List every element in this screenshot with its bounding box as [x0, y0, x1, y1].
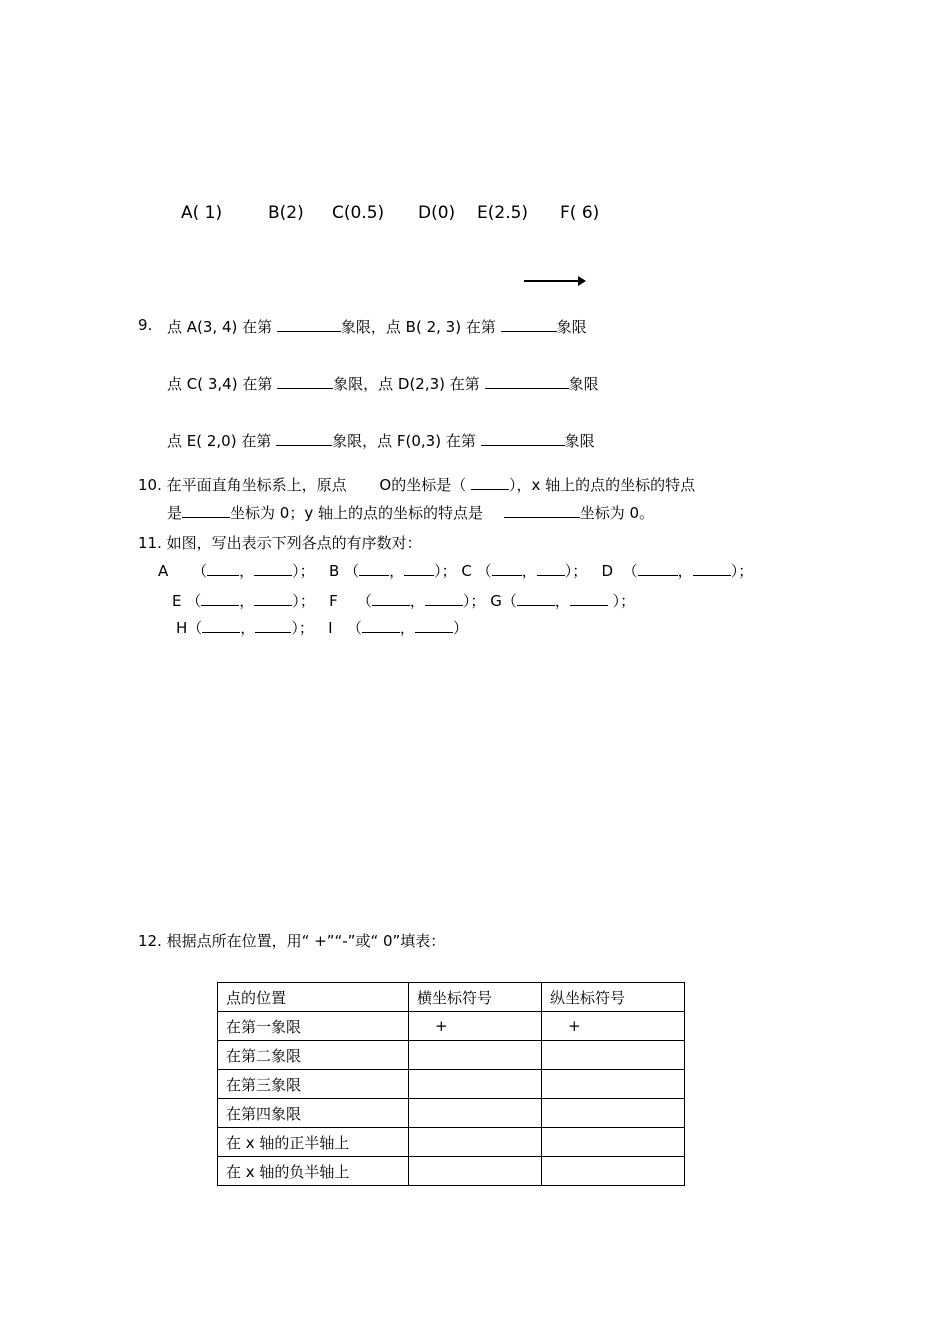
- q11-label-e: E: [172, 592, 182, 610]
- paren: （: [346, 619, 362, 637]
- q10-text-c: ），x 轴上的点的坐标的特点: [509, 476, 696, 494]
- q11-label-i: I: [328, 619, 333, 637]
- paren: ）: [452, 619, 468, 637]
- paren: （: [622, 562, 638, 580]
- blank[interactable]: [485, 374, 569, 389]
- table-cell[interactable]: [542, 1099, 685, 1128]
- table-row: [218, 1070, 685, 1099]
- blank[interactable]: [425, 591, 463, 606]
- paren: （: [476, 562, 492, 580]
- q9-line-3: [167, 430, 595, 451]
- q9-line-2: [167, 373, 599, 394]
- table-cell: 在 x 轴的正半轴上: [218, 1128, 409, 1157]
- q11-title: 11. 如图，写出表示下列各点的有序数对：: [138, 534, 422, 552]
- blank[interactable]: [362, 618, 400, 633]
- q9-number: 9.: [138, 316, 153, 334]
- q9-l3-text-b: 象限，点 F(0,3) 在第: [332, 432, 476, 450]
- semi: ；: [620, 592, 636, 610]
- point-a-label: A( 1): [181, 203, 223, 223]
- q9-l2-text-b: 象限，点 D(2,3) 在第: [333, 375, 480, 393]
- blank[interactable]: [504, 503, 580, 518]
- q9-l1-text-b: 象限，点 B( 2, 3) 在第: [340, 318, 496, 336]
- comma: ，: [239, 592, 255, 610]
- paren: ）: [291, 619, 299, 637]
- arrow-right-icon: [524, 280, 584, 282]
- table-header: 点的位置: [218, 983, 409, 1012]
- blank[interactable]: [570, 591, 608, 606]
- comma: ，: [521, 562, 537, 580]
- q10-text-f: 坐标为 0。: [579, 504, 655, 522]
- blank[interactable]: [255, 618, 291, 633]
- q9-l1-text-a: 点 A(3, 4) 在第: [167, 318, 273, 336]
- table-row: [218, 1099, 685, 1128]
- semi: ；: [441, 562, 457, 580]
- table-cell: 在 x 轴的负半轴上: [218, 1157, 409, 1186]
- blank[interactable]: [254, 561, 292, 576]
- q11-label-f: F: [329, 592, 338, 610]
- blank[interactable]: [277, 317, 341, 332]
- paren: （: [356, 592, 372, 610]
- table-cell: 在第三象限: [218, 1070, 409, 1099]
- blank[interactable]: [537, 561, 565, 576]
- comma: ，: [240, 619, 256, 637]
- paren: （: [344, 562, 360, 580]
- table-cell[interactable]: [542, 1041, 685, 1070]
- table-row: [218, 1128, 685, 1157]
- blank[interactable]: [638, 561, 678, 576]
- q11-row-3: [176, 617, 468, 638]
- q10-text-a: 10. 在平面直角坐标系上，原点: [138, 476, 347, 494]
- q10-line-2: [167, 502, 654, 523]
- table-row: [218, 1041, 685, 1070]
- point-d-label: D(0): [418, 203, 456, 223]
- q11-row-1: [158, 560, 753, 581]
- point-e-label: E(2.5): [477, 203, 529, 223]
- blank[interactable]: [481, 431, 565, 446]
- blank[interactable]: [202, 618, 240, 633]
- paren: ）: [564, 562, 573, 580]
- table-cell[interactable]: [409, 1041, 542, 1070]
- paren: ）: [434, 562, 442, 580]
- table-cell[interactable]: +: [542, 1012, 685, 1041]
- table-row: [218, 1157, 685, 1186]
- table-cell: 在第二象限: [218, 1041, 409, 1070]
- semi: ；: [298, 619, 314, 637]
- blank[interactable]: [182, 503, 230, 518]
- blank[interactable]: [415, 618, 453, 633]
- table-cell: 在第一象限: [218, 1012, 409, 1041]
- q11-label-h: H: [176, 619, 188, 637]
- semi: ；: [299, 592, 315, 610]
- blank[interactable]: [276, 431, 332, 446]
- paren: ）: [292, 562, 300, 580]
- q11-label-b: B: [328, 562, 340, 580]
- comma: ，: [677, 562, 693, 580]
- table-cell[interactable]: [409, 1099, 542, 1128]
- table-cell: 在第四象限: [218, 1099, 409, 1128]
- blank[interactable]: [359, 561, 389, 576]
- comma: ，: [239, 562, 255, 580]
- table-header: 纵坐标符号: [542, 983, 685, 1012]
- blank[interactable]: [207, 561, 239, 576]
- blank[interactable]: [517, 591, 555, 606]
- semi: ；: [572, 562, 588, 580]
- q11-label-g: G: [490, 592, 502, 610]
- q11-label-c: C: [461, 562, 472, 580]
- table-header-row: [218, 983, 685, 1012]
- semi: ；: [299, 562, 315, 580]
- paren: （: [186, 592, 202, 610]
- paren: （: [192, 562, 208, 580]
- q9-l3-text-a: 点 E( 2,0) 在第: [167, 432, 272, 450]
- point-f-label: F( 6): [560, 203, 600, 223]
- blank[interactable]: [404, 561, 434, 576]
- blank[interactable]: [693, 561, 731, 576]
- semi: ；: [470, 592, 486, 610]
- table-cell[interactable]: +: [409, 1012, 542, 1041]
- table-cell[interactable]: [409, 1070, 542, 1099]
- paren: （: [501, 592, 517, 610]
- q9-l2-text-c: 象限: [568, 375, 599, 393]
- table-row: [218, 1012, 685, 1041]
- blank[interactable]: [277, 374, 333, 389]
- q11-row-2: [172, 590, 635, 611]
- comma: ，: [554, 592, 570, 610]
- table-cell[interactable]: [542, 1070, 685, 1099]
- q9-line-1: [167, 316, 587, 337]
- semi: ；: [738, 562, 754, 580]
- blank[interactable]: [471, 475, 509, 490]
- comma: ，: [399, 619, 415, 637]
- comma: ，: [389, 562, 405, 580]
- sign-table: [217, 982, 685, 1186]
- q12-title: 12. 根据点所在位置，用“ +”“-”或“ 0”填表：: [138, 932, 446, 950]
- blank[interactable]: [201, 591, 239, 606]
- paren: ）: [292, 592, 300, 610]
- blank[interactable]: [501, 317, 557, 332]
- point-b-label: B(2): [268, 203, 304, 223]
- q9-l2-text-a: 点 C( 3,4) 在第: [167, 375, 273, 393]
- q11-label-d: D: [601, 562, 614, 580]
- blank[interactable]: [372, 591, 410, 606]
- q9-l3-text-c: 象限: [564, 432, 595, 450]
- paren: ）: [462, 592, 471, 610]
- q10-text-b: O的坐标是（: [379, 476, 467, 494]
- q10-text-e: 坐标为 0；y 轴上的点的坐标的特点是: [230, 504, 483, 522]
- q10-text-d: 是: [167, 504, 183, 522]
- table-cell[interactable]: [409, 1128, 542, 1157]
- blank[interactable]: [254, 591, 292, 606]
- q10-line-1: [138, 474, 695, 495]
- paren: ）: [612, 592, 621, 610]
- table-cell[interactable]: [542, 1157, 685, 1186]
- paren: （: [187, 619, 203, 637]
- point-c-label: C(0.5): [332, 203, 385, 223]
- q11-label-a: A: [158, 562, 169, 580]
- paren: ）: [730, 562, 739, 580]
- blank[interactable]: [492, 561, 522, 576]
- table-header: 横坐标符号: [409, 983, 542, 1012]
- comma: ，: [409, 592, 425, 610]
- table-cell[interactable]: [542, 1128, 685, 1157]
- table-cell[interactable]: [409, 1157, 542, 1186]
- q9-l1-text-c: 象限: [556, 318, 587, 336]
